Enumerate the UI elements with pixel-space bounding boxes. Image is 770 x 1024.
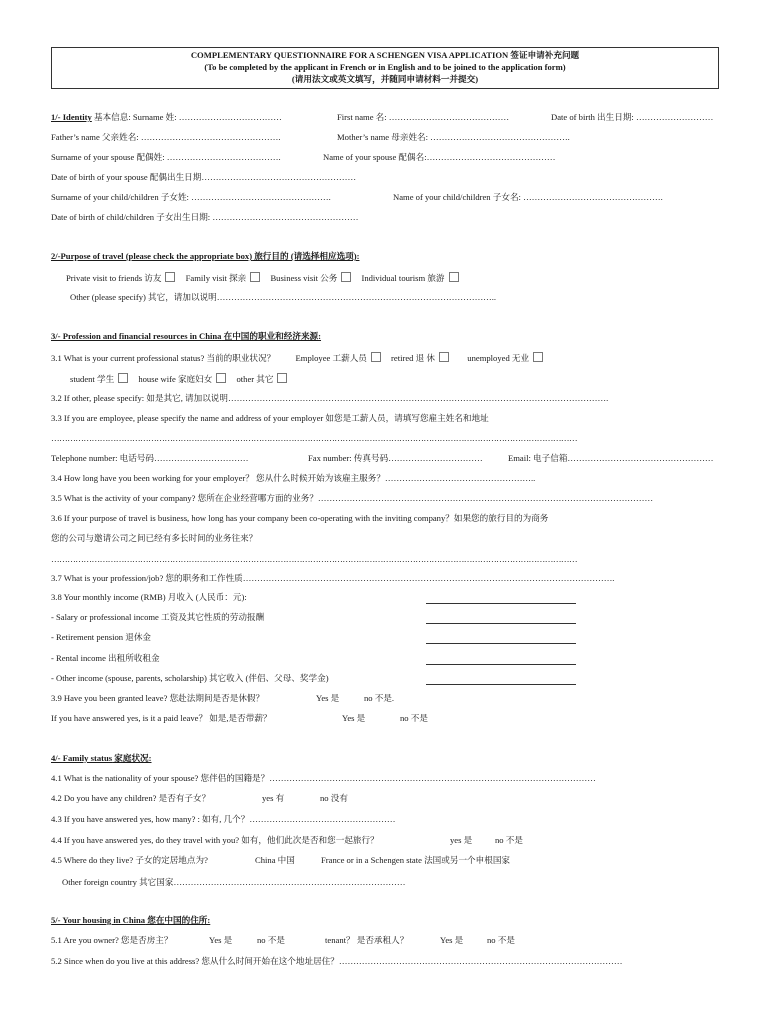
q32-field[interactable]: 3.2 If other, please specify: 如是其它, 请加以说明……………………………………………………………………………………………………………………. <box>51 393 609 403</box>
spouse-dob-field[interactable]: Date of birth of your spouse 配偶出生日期……………………………………………… <box>51 172 357 182</box>
q44-label: 4.4 If you have answered yes, do they travel with you? 如有，他们此次是否和您一起旅行？ <box>51 835 379 845</box>
owner-no-option[interactable]: no 不是 <box>257 935 285 945</box>
status-student-label: student 学生 <box>70 374 115 384</box>
form-title: COMPLEMENTARY QUESTIONNAIRE FOR A SCHENGEN VISA APPLICATION 签证申请补充问题 <box>190 50 580 61</box>
tenant-yes-option[interactable]: Yes 是 <box>440 935 464 945</box>
q39-label: 3.9 Have you been granted leave? 您赴法期间是否是休假？ <box>51 693 265 703</box>
q42-yes-option[interactable]: yes 有 <box>262 793 285 803</box>
section-housing-heading <box>51 916 210 926</box>
owner-yes-option[interactable]: Yes 是 <box>209 935 233 945</box>
q33-label: 3.3 If you are employee, please specify the name and address of your employer 如您是工薪人员，请填写您雇主姓名和地址 <box>51 413 489 423</box>
q42-label: 4.2 Do you have any children? 是否有子女？ <box>51 793 211 803</box>
section-profession-title-cn: 在中国的职业和经济来源: <box>221 331 322 341</box>
first-name-field[interactable]: First name 名: …………………………………… <box>337 112 510 122</box>
q36-answer-field[interactable]: …………………………………………………………………………………………………………………………………………………………………………… <box>51 554 578 564</box>
telephone-field[interactable]: Telephone number: 电话号码…………………………… <box>51 453 249 463</box>
rental-input[interactable] <box>426 664 576 665</box>
status-other-checkbox[interactable] <box>277 373 287 383</box>
status-housewife-label: house wife 家庭妇女 <box>138 374 213 384</box>
purpose-other-field[interactable]: Other (please specify) 其它，请加以说明…………………………………………………………………………………….. <box>70 292 497 302</box>
q52-field[interactable]: 5.2 Since when do you live at this address? 您从什么时间开始在这个地址居住？……………………………………………………………………………………… <box>51 956 623 966</box>
section-family-title: 4/- Family status <box>51 753 113 763</box>
q36-label-cn: 您的公司与邀请公司之间已经有多长时间的业务往来？ <box>51 533 258 543</box>
q51-label: 5.1 Are you owner? 您是否房主？ <box>51 935 173 945</box>
status-unemployed-checkbox[interactable] <box>533 352 543 362</box>
form-instruction-en: (To be completed by the applicant in French or in English and to be joined to the application form) <box>204 62 566 73</box>
purpose-business-checkbox[interactable] <box>341 272 351 282</box>
mother-name-field[interactable]: Mother’s name 母亲姓名: …………………………………………. <box>337 132 570 142</box>
status-unemployed-label: unemployed 无业 <box>467 353 530 363</box>
status-retired-checkbox[interactable] <box>439 352 449 362</box>
form-header <box>51 47 719 89</box>
spouse-surname-field[interactable]: Surname of your spouse 配偶姓: …………………………………. <box>51 152 281 162</box>
q39-no-option[interactable]: no 不是. <box>364 693 395 703</box>
q44-yes-option[interactable]: yes 是 <box>450 835 473 845</box>
status-student-checkbox[interactable] <box>118 373 128 383</box>
tenant-label: tenant？ 是否承租人？ <box>325 935 409 945</box>
other-income-input[interactable] <box>426 684 576 685</box>
spouse-name-field[interactable]: Name of your spouse 配偶名:……………………………………… <box>323 152 556 162</box>
status-employee-checkbox[interactable] <box>371 352 381 362</box>
paid-leave-yes-option[interactable]: Yes 是 <box>342 713 366 723</box>
purpose-tourism-checkbox[interactable] <box>449 272 459 282</box>
child-dob-field[interactable]: Date of birth of child/children 子女出生日期: …………………………………………… <box>51 212 359 222</box>
purpose-tourism-label: Individual tourism 旅游 <box>361 273 445 283</box>
status-retired-label: retired 退 休 <box>391 353 435 363</box>
child-surname-field[interactable]: Surname of your child/children 子女姓: …………………………………………. <box>51 192 331 202</box>
salary-input[interactable] <box>426 623 576 624</box>
q45-other-country-field[interactable]: Other foreign country 其它国家……………………………………………………………………… <box>62 877 406 887</box>
purpose-options <box>66 272 467 284</box>
q31-row-2 <box>70 373 295 385</box>
q45-schengen-option[interactable]: France or in a Schengen state 法国或另一个申根国家 <box>321 855 511 865</box>
q35-field[interactable]: 3.5 What is the activity of your company? 您所在企业经营哪方面的业务？……………………………………………………………………………………………………… <box>51 493 654 503</box>
section-family-heading <box>51 754 152 764</box>
q41-field[interactable]: 4.1 What is the nationality of your spouse? 您伴侣的国籍是？…………………………………………………………………………………………………… <box>51 773 596 783</box>
purpose-family-label: Family visit 探亲 <box>185 273 247 283</box>
tenant-no-option[interactable]: no 不是 <box>487 935 515 945</box>
q44-no-option[interactable]: no 不是 <box>495 835 523 845</box>
status-employee-label: Employee 工薪人员 <box>295 353 367 363</box>
q43-field[interactable]: 4.3 If you have answered yes, how many? : 如有, 几个？…………………………………………… <box>51 814 396 824</box>
section-profession-title: 3/- Profession and financial resources in China <box>51 331 222 341</box>
dob-field[interactable]: Date of birth 出生日期: ……………………… <box>551 112 714 122</box>
identity-row-1 <box>51 113 282 123</box>
section-identity-title: 1/- Identity <box>51 112 92 122</box>
q45-china-option[interactable]: China 中国 <box>255 855 295 865</box>
pension-label: - Retirement pension 退休金 <box>51 632 152 642</box>
purpose-private-label: Private visit to friends 访友 <box>66 273 162 283</box>
section-purpose-heading <box>51 252 359 262</box>
q36-label: 3.6 If your purpose of travel is business, how long has your company been co-operating with the inviting company？如果您的旅行目的为商务 <box>51 513 549 523</box>
form-instruction-cn: (请用法文或英文填写，并随同申请材料一并提交) <box>291 73 479 84</box>
section-housing-title-cn: 您在中国的住所: <box>145 915 211 925</box>
surname-field[interactable]: Surname 姓: ……………………………… <box>130 112 282 122</box>
email-field[interactable]: Email: 电子信箱…………………………………………… <box>508 453 714 463</box>
q31-label: 3.1 What is your current professional status? 当前的职业状况？ <box>51 353 276 363</box>
fax-field[interactable]: Fax number: 传真号码…………………………… <box>308 453 483 463</box>
income-total-input[interactable] <box>426 603 576 604</box>
status-other-label: other 其它 <box>236 374 274 384</box>
q31-row <box>51 352 551 364</box>
other-income-label: - Other income (spouse, parents, scholarship) 其它收入 (伴侣、父母、奖学金) <box>51 673 329 683</box>
father-name-field[interactable]: Father’s name 父亲姓名: …………………………………………. <box>51 132 281 142</box>
q39-yes-option[interactable]: Yes 是 <box>316 693 340 703</box>
paid-leave-label: If you have answered yes, is it a paid leave？ 如是,是否带薪？ <box>51 713 272 723</box>
employer-address-field[interactable]: …………………………………………………………………………………………………………………………………………………………………………… <box>51 433 578 443</box>
section-housing-title: 5/- Your housing in China <box>51 915 146 925</box>
salary-label: - Salary or professional income 工资及其它性质的劳动报酬 <box>51 612 265 622</box>
section-family-title-cn: 家庭状况: <box>112 753 152 763</box>
q45-label: 4.5 Where do they live? 子女的定居地点为? <box>51 855 208 865</box>
section-identity-title-cn: 基本信息: <box>91 112 131 122</box>
paid-leave-no-option[interactable]: no 不是 <box>400 713 428 723</box>
rental-label: - Rental income 出租所收租金 <box>51 653 160 663</box>
status-housewife-checkbox[interactable] <box>216 373 226 383</box>
section-purpose-title: 2/-Purpose of travel (please check the appropriate box) <box>51 251 253 261</box>
section-purpose-title-cn: 旅行目的 (请选择相应选项): <box>252 251 360 261</box>
purpose-private-checkbox[interactable] <box>165 272 175 282</box>
q37-field[interactable]: 3.7 What is your profession/job? 您的职务和工作性质…………………………………………………………………………………………………………………. <box>51 573 615 583</box>
q38-label: 3.8 Your monthly income (RMB) 月收入 (人民币：元): <box>51 592 247 602</box>
child-name-field[interactable]: Name of your child/children 子女名: …………………………………………. <box>393 192 663 202</box>
q34-field[interactable]: 3.4 How long have you been working for your employer？ 您从什么时候开始为该雇主服务？…………………………………………….. <box>51 473 536 483</box>
q42-no-option[interactable]: no 没有 <box>320 793 348 803</box>
pension-input[interactable] <box>426 643 576 644</box>
purpose-family-checkbox[interactable] <box>250 272 260 282</box>
purpose-business-label: Business visit 公务 <box>270 273 338 283</box>
section-profession-heading <box>51 332 321 342</box>
